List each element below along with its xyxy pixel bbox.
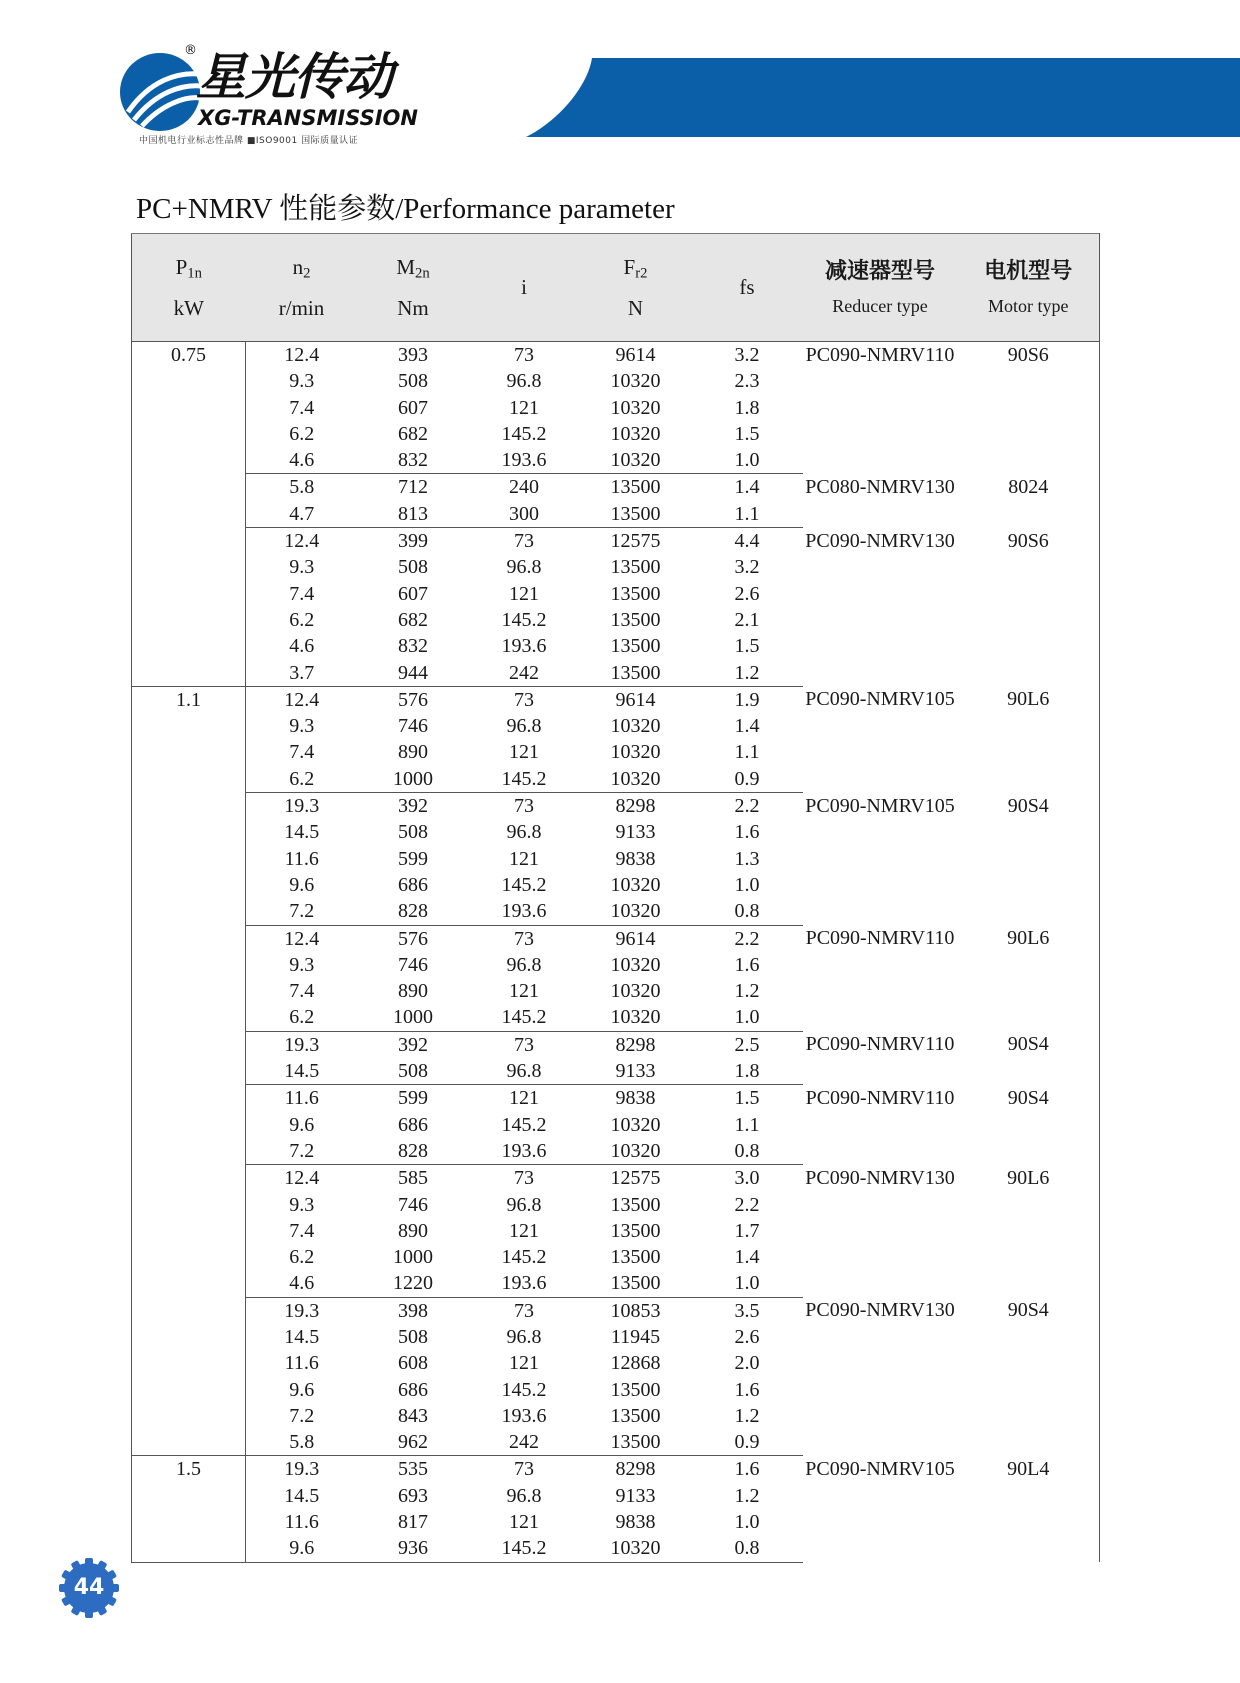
n2-cell: 7.4 (289, 741, 315, 764)
m2n-cell: 599 (398, 1087, 428, 1110)
fr2-cell: 12575 (610, 530, 661, 553)
fs-cell: 3.0 (734, 1167, 760, 1190)
m2n-cell: 585 (398, 1167, 428, 1190)
table-row (132, 342, 1100, 369)
header-banner (0, 0, 1240, 150)
n2-cell: 4.6 (289, 635, 315, 658)
fs-cell: 2.2 (734, 927, 760, 950)
m2n-cell: 508 (398, 556, 428, 579)
fs-cell: 4.4 (734, 530, 760, 553)
table-row (132, 1085, 1100, 1112)
table-body (132, 342, 1100, 1563)
fr2-cell: 13500 (610, 635, 661, 658)
performance-table-wrapper (131, 233, 1099, 1563)
n2-cell: 5.8 (289, 476, 315, 499)
power-cell: 1.1 (132, 686, 246, 1456)
ratio-cell: 121 (509, 741, 539, 764)
ratio-cell: 145.2 (501, 608, 547, 631)
power-cell: 0.75 (132, 342, 246, 687)
n2-cell: 7.2 (246, 898, 358, 925)
fr2-cell: 10320 (610, 741, 661, 764)
m2n-cell: 890 (398, 741, 428, 764)
n2-cell: 3.7 (246, 660, 358, 687)
fs-cell: 1.2 (734, 1484, 760, 1507)
m2n-cell: 508 (358, 1058, 469, 1085)
reducer-type-cell: PC090-NMRV105 (805, 1457, 955, 1480)
n2-cell: 12.4 (284, 927, 320, 950)
fs-cell: 1.9 (734, 688, 760, 711)
ratio-cell: 121 (509, 1219, 539, 1242)
fr2-cell: 13500 (610, 476, 661, 499)
n2-cell: 4.7 (246, 501, 358, 528)
page-title: PC+NMRV 性能参数/Performance parameter (136, 193, 675, 225)
fs-cell: 1.6 (734, 821, 760, 844)
reducer-type-cell: PC090-NMRV110 (805, 1086, 955, 1109)
header-m2n: $M_{2n}$ Nm (358, 234, 469, 342)
n2-cell: 14.5 (284, 821, 320, 844)
reducer-type-cell: PC090-NMRV110 (805, 927, 955, 950)
fs-cell: 1.0 (692, 447, 803, 474)
m2n-cell: 1000 (358, 1004, 469, 1031)
fs-cell: 0.8 (692, 898, 803, 925)
m2n-cell: 508 (398, 821, 428, 844)
fs-cell: 1.5 (734, 422, 760, 445)
registered-mark: ® (184, 43, 197, 58)
m2n-cell: 686 (398, 1378, 428, 1401)
ratio-cell: 121 (509, 1511, 539, 1534)
m2n-cell: 962 (358, 1429, 469, 1456)
fr2-cell: 9133 (615, 1484, 656, 1507)
fs-cell: 1.1 (692, 501, 803, 528)
m2n-cell: 392 (398, 795, 428, 818)
ratio-cell: 96.8 (469, 1058, 580, 1085)
header-p1n: $P_{1n}$ kW (132, 234, 246, 342)
m2n-cell: 682 (398, 608, 428, 631)
fr2-cell: 12868 (610, 1352, 661, 1375)
n2-cell: 7.4 (289, 1219, 315, 1242)
fs-cell: 1.0 (734, 873, 760, 896)
fr2-cell: 13500 (610, 1404, 661, 1427)
fr2-cell: 13500 (610, 582, 661, 605)
fr2-cell: 10853 (610, 1299, 661, 1322)
ratio-cell: 193.6 (501, 1404, 547, 1427)
m2n-cell: 1000 (358, 766, 469, 793)
n2-cell: 6.2 (289, 608, 315, 631)
fs-cell: 1.5 (734, 1087, 760, 1110)
table-row (132, 1031, 1100, 1058)
m2n-cell: 393 (398, 344, 428, 366)
ratio-cell: 121 (509, 1352, 539, 1375)
fr2-cell: 9133 (615, 821, 656, 844)
ratio-cell: 73 (514, 688, 534, 711)
n2-cell: 11.6 (284, 847, 319, 870)
fs-cell: 1.0 (692, 1270, 803, 1297)
m2n-cell: 832 (398, 635, 428, 658)
header-motor-type: 电机型号 Motor type (958, 234, 1100, 342)
ratio-cell: 96.8 (506, 1484, 542, 1507)
n2-cell: 7.2 (246, 1138, 358, 1165)
fr2-cell: 9838 (615, 1087, 656, 1110)
m2n-cell: 607 (398, 582, 428, 605)
fs-cell: 0.8 (692, 1535, 803, 1562)
fs-cell: 1.4 (734, 1246, 760, 1269)
fs-cell: 1.3 (734, 847, 760, 870)
n2-cell: 12.4 (284, 530, 320, 553)
fr2-cell: 10320 (580, 766, 692, 793)
fr2-cell: 9614 (615, 344, 656, 366)
fs-cell: 1.8 (692, 1058, 803, 1085)
brand-tagline: 中国机电行业标志性品牌 ■ISO9001 国际质量认证 (139, 136, 359, 146)
m2n-cell: 576 (398, 688, 428, 711)
n2-cell: 19.3 (284, 795, 320, 818)
fs-cell: 1.0 (734, 1511, 760, 1534)
m2n-cell: 508 (398, 370, 428, 393)
reducer-type-cell: PC090-NMRV110 (805, 344, 955, 366)
n2-cell: 7.2 (289, 1404, 315, 1427)
m2n-cell: 686 (398, 873, 428, 896)
n2-cell: 9.3 (289, 1193, 315, 1216)
ratio-cell: 73 (514, 1033, 534, 1056)
ratio-cell: 193.6 (469, 1270, 580, 1297)
fs-cell: 3.2 (734, 556, 760, 579)
table-row (132, 528, 1100, 555)
motor-type-cell: 90L6 (958, 686, 1100, 792)
fr2-cell: 9838 (615, 1511, 656, 1534)
n2-cell: 6.2 (289, 1246, 315, 1269)
n2-cell: 14.5 (284, 1484, 320, 1507)
m2n-cell: 828 (358, 1138, 469, 1165)
m2n-cell: 1000 (393, 1246, 433, 1269)
n2-cell: 7.4 (289, 582, 315, 605)
motor-type-cell: 90S6 (958, 528, 1100, 687)
m2n-cell: 693 (398, 1484, 428, 1507)
fr2-cell: 10320 (580, 447, 692, 474)
n2-cell: 6.2 (246, 766, 358, 793)
fr2-cell: 10320 (610, 396, 661, 419)
fr2-cell: 13500 (580, 1429, 692, 1456)
m2n-cell: 508 (398, 1325, 428, 1348)
motor-type-cell: 90S4 (958, 1031, 1100, 1085)
n2-cell: 9.6 (289, 873, 315, 896)
fr2-cell: 8298 (615, 1033, 656, 1056)
m2n-cell: 813 (358, 501, 469, 528)
ratio-cell: 242 (469, 1429, 580, 1456)
n2-cell: 6.2 (246, 1004, 358, 1031)
header-i: i (469, 234, 580, 342)
fs-cell: 0.9 (692, 766, 803, 793)
n2-cell: 9.3 (289, 953, 315, 976)
ratio-cell: 242 (469, 660, 580, 687)
motor-type-cell: 90S4 (958, 1085, 1100, 1165)
fs-cell: 1.6 (734, 1458, 760, 1481)
ratio-cell: 96.8 (506, 556, 542, 579)
fr2-cell: 10320 (580, 898, 692, 925)
fs-cell: 2.0 (734, 1352, 760, 1375)
m2n-cell: 682 (398, 422, 428, 445)
ratio-cell: 96.8 (506, 715, 542, 738)
fs-cell: 1.7 (734, 1219, 760, 1242)
n2-cell: 19.3 (284, 1458, 320, 1481)
ratio-cell: 96.8 (506, 953, 542, 976)
reducer-type-cell: PC090-NMRV105 (805, 794, 955, 817)
m2n-cell: 843 (398, 1404, 428, 1427)
n2-cell: 9.3 (289, 370, 315, 393)
fr2-cell: 13500 (580, 501, 692, 528)
ratio-cell: 73 (514, 344, 534, 366)
power-cell: 1.5 (132, 1456, 246, 1562)
motor-type-cell: 90S4 (958, 793, 1100, 925)
reducer-type-cell: PC090-NMRV110 (805, 1033, 955, 1056)
ratio-cell: 96.8 (506, 1193, 542, 1216)
table-row (132, 1297, 1100, 1324)
brand-name-en: XG-TRANSMISSION (198, 106, 418, 130)
ratio-cell: 73 (514, 1299, 534, 1322)
fr2-cell: 13500 (610, 556, 661, 579)
fs-cell: 1.2 (734, 980, 760, 1003)
n2-cell: 5.8 (246, 1429, 358, 1456)
fr2-cell: 10320 (610, 873, 661, 896)
fr2-cell: 10320 (580, 1004, 692, 1031)
fs-cell: 0.8 (692, 1138, 803, 1165)
fr2-cell: 10320 (610, 370, 661, 393)
fs-cell: 2.1 (734, 608, 760, 631)
brand-name-cn: 星光传动 (196, 48, 392, 106)
ratio-cell: 145.2 (501, 1113, 547, 1136)
ratio-cell: 145.2 (501, 1378, 547, 1401)
n2-cell: 11.6 (284, 1352, 319, 1375)
fs-cell: 1.1 (734, 741, 760, 764)
fs-cell: 2.6 (734, 1325, 760, 1348)
motor-type-cell: 90L4 (958, 1456, 1100, 1562)
ratio-cell: 145.2 (501, 873, 547, 896)
ratio-cell: 96.8 (506, 370, 542, 393)
fr2-cell: 10320 (580, 1535, 692, 1562)
n2-cell: 12.4 (284, 688, 320, 711)
table-row (132, 925, 1100, 952)
fr2-cell: 10320 (580, 1138, 692, 1165)
motor-type-cell: 90S4 (958, 1297, 1100, 1456)
n2-cell: 4.6 (246, 1270, 358, 1297)
n2-cell: 11.6 (284, 1511, 319, 1534)
ratio-cell: 73 (514, 795, 534, 818)
m2n-cell: 607 (398, 396, 428, 419)
fs-cell: 1.8 (734, 396, 760, 419)
n2-cell: 19.3 (284, 1299, 320, 1322)
fr2-cell: 13500 (580, 660, 692, 687)
table-header-row (132, 234, 1100, 342)
n2-cell: 9.6 (289, 1113, 315, 1136)
m2n-cell: 535 (398, 1458, 428, 1481)
m2n-cell: 608 (398, 1352, 428, 1375)
m2n-cell: 392 (398, 1033, 428, 1056)
n2-cell: 9.6 (246, 1535, 358, 1562)
fr2-cell: 10320 (610, 1113, 661, 1136)
ratio-cell: 145.2 (469, 766, 580, 793)
ratio-cell: 96.8 (506, 1325, 542, 1348)
table-row (132, 1165, 1100, 1192)
fs-cell: 1.6 (734, 1378, 760, 1401)
banner-blue-swoosh (526, 58, 1240, 137)
fs-cell: 1.6 (734, 953, 760, 976)
fr2-cell: 9614 (615, 927, 656, 950)
ratio-cell: 300 (469, 501, 580, 528)
ratio-cell: 193.6 (501, 635, 547, 658)
motor-type-cell: 90L6 (958, 925, 1100, 1031)
ratio-cell: 145.2 (469, 1004, 580, 1031)
fs-cell: 1.4 (734, 715, 760, 738)
table-row (132, 686, 1100, 713)
fs-cell: 2.2 (734, 1193, 760, 1216)
logo-icon (120, 53, 202, 131)
table-row (132, 1456, 1100, 1483)
fr2-cell: 10320 (610, 422, 661, 445)
n2-cell: 9.6 (289, 1378, 315, 1401)
fs-cell: 2.6 (734, 582, 760, 605)
fs-cell: 1.5 (734, 635, 760, 658)
fr2-cell: 13500 (610, 1219, 661, 1242)
fs-cell: 2.5 (734, 1033, 760, 1056)
motor-type-cell: 90L6 (958, 1165, 1100, 1297)
page-number: 44 (73, 1575, 105, 1600)
reducer-type-cell: PC090-NMRV105 (805, 688, 955, 711)
n2-cell: 12.4 (284, 1167, 320, 1190)
n2-cell: 12.4 (284, 344, 320, 366)
fs-cell: 2.2 (734, 795, 760, 818)
m2n-cell: 828 (358, 898, 469, 925)
m2n-cell: 1220 (358, 1270, 469, 1297)
ratio-cell: 121 (509, 1087, 539, 1110)
performance-table (131, 233, 1100, 1563)
ratio-cell: 73 (514, 1167, 534, 1190)
n2-cell: 9.3 (289, 556, 315, 579)
fs-cell: 1.0 (692, 1004, 803, 1031)
fs-cell: 1.2 (692, 660, 803, 687)
n2-cell: 14.5 (246, 1058, 358, 1085)
ratio-cell: 193.6 (469, 898, 580, 925)
m2n-cell: 746 (398, 953, 428, 976)
n2-cell: 4.6 (246, 447, 358, 474)
reducer-type-cell: PC090-NMRV130 (805, 529, 955, 552)
fr2-cell: 11945 (610, 1325, 661, 1348)
n2-cell: 7.4 (289, 396, 315, 419)
ratio-cell: 145.2 (501, 422, 547, 445)
fr2-cell: 10320 (610, 715, 661, 738)
fr2-cell: 12575 (610, 1167, 661, 1190)
m2n-cell: 746 (398, 1193, 428, 1216)
m2n-cell: 832 (358, 447, 469, 474)
fr2-cell: 8298 (615, 1458, 656, 1481)
header-n2: $n_2$ r/min (246, 234, 358, 342)
header-fr2: $F_{r2}$ N (580, 234, 692, 342)
n2-cell: 7.4 (289, 980, 315, 1003)
m2n-cell: 936 (358, 1535, 469, 1562)
header-reducer-type: 减速器型号 Reducer type (803, 234, 958, 342)
fs-cell: 1.4 (734, 476, 760, 499)
motor-type-cell: 90S6 (958, 342, 1100, 474)
fs-cell: 0.9 (692, 1429, 803, 1456)
m2n-cell: 890 (398, 980, 428, 1003)
fr2-cell: 13500 (610, 608, 661, 631)
fr2-cell: 13500 (610, 1378, 661, 1401)
fr2-cell: 13500 (610, 1193, 661, 1216)
m2n-cell: 890 (398, 1219, 428, 1242)
fr2-cell: 9838 (615, 847, 656, 870)
fr2-cell: 10320 (610, 980, 661, 1003)
m2n-cell: 599 (398, 847, 428, 870)
fr2-cell: 13500 (580, 1270, 692, 1297)
ratio-cell: 145.2 (469, 1535, 580, 1562)
m2n-cell: 576 (398, 927, 428, 950)
ratio-cell: 121 (509, 396, 539, 419)
fr2-cell: 8298 (615, 795, 656, 818)
ratio-cell: 193.6 (469, 1138, 580, 1165)
reducer-type-cell: PC080-NMRV130 (805, 475, 955, 498)
header-fs: fs (692, 234, 803, 342)
fr2-cell: 9133 (580, 1058, 692, 1085)
fr2-cell: 9614 (615, 688, 656, 711)
n2-cell: 19.3 (284, 1033, 320, 1056)
table-row (132, 793, 1100, 820)
fs-cell: 1.1 (734, 1113, 760, 1136)
fs-cell: 3.2 (734, 344, 760, 366)
ratio-cell: 240 (509, 476, 539, 499)
fs-cell: 3.5 (734, 1299, 760, 1322)
motor-type-cell: 8024 (958, 474, 1100, 528)
m2n-cell: 746 (398, 715, 428, 738)
m2n-cell: 399 (398, 530, 428, 553)
fr2-cell: 13500 (610, 1246, 661, 1269)
n2-cell: 6.2 (289, 422, 315, 445)
reducer-type-cell: PC090-NMRV130 (805, 1166, 955, 1189)
ratio-cell: 145.2 (501, 1246, 547, 1269)
table-row (132, 474, 1100, 501)
ratio-cell: 73 (514, 1458, 534, 1481)
n2-cell: 14.5 (284, 1325, 320, 1348)
m2n-cell: 944 (358, 660, 469, 687)
fr2-cell: 10320 (610, 953, 661, 976)
ratio-cell: 121 (509, 980, 539, 1003)
ratio-cell: 73 (514, 530, 534, 553)
m2n-cell: 398 (398, 1299, 428, 1322)
ratio-cell: 193.6 (469, 447, 580, 474)
n2-cell: 9.3 (289, 715, 315, 738)
reducer-type-cell: PC090-NMRV130 (805, 1299, 955, 1322)
ratio-cell: 73 (514, 927, 534, 950)
fs-cell: 2.3 (734, 370, 760, 393)
m2n-cell: 686 (398, 1113, 428, 1136)
fs-cell: 1.2 (734, 1404, 760, 1427)
ratio-cell: 121 (509, 582, 539, 605)
ratio-cell: 121 (509, 847, 539, 870)
m2n-cell: 712 (398, 476, 428, 499)
ratio-cell: 96.8 (506, 821, 542, 844)
m2n-cell: 817 (398, 1511, 428, 1534)
n2-cell: 11.6 (284, 1087, 319, 1110)
